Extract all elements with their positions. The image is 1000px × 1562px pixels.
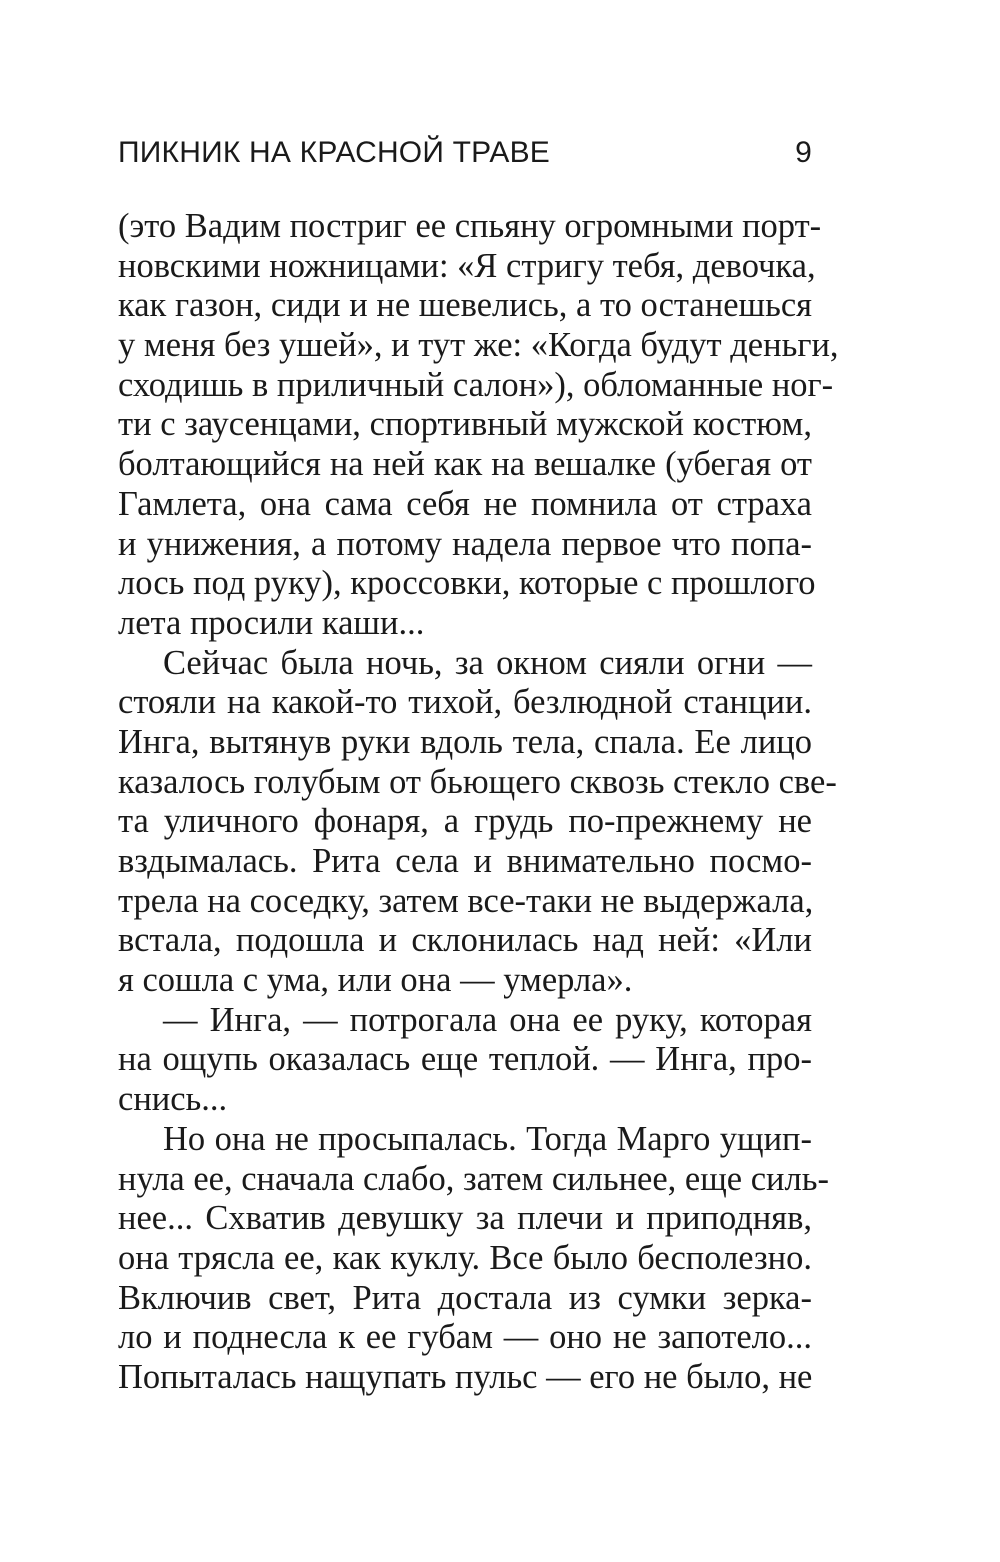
text-line: трела на соседку, затем все-таки не выдержала,: [118, 881, 814, 920]
text-line: вздымалась. Рита села и внимательно посмо-: [118, 842, 812, 880]
text-line: лось под руку), кроссовки, которые с прошлого: [118, 564, 816, 603]
text-line: Гамлета, она сама себя не помнила от страха: [118, 484, 812, 523]
text-line: та уличного фонаря, а грудь по-прежнему не: [118, 802, 812, 841]
paragraph: [118, 1119, 829, 1398]
paragraph: [118, 207, 839, 644]
page-number: 9: [795, 136, 812, 169]
text-line: Попыталась нащупать пульс — его не было, не: [118, 1357, 813, 1396]
text-line: она трясла ее, как куклу. Все было бесполезно.: [118, 1238, 812, 1277]
paragraph: [118, 643, 837, 1001]
text-line: Инга, вытянув руки вдоль тела, спала. Ее лицо: [118, 722, 812, 761]
text-line: нее... Схватив девушку за плечи и приподняв,: [118, 1199, 812, 1238]
text-line: на ощупь оказалась еще теплой. — Инга, про-: [118, 1040, 812, 1079]
text-line: Сейчас была ночь, за окном сияли огни —: [163, 643, 812, 682]
running-head-title: ПИКНИК НА КРАСНОЙ ТРАВЕ: [118, 136, 550, 169]
text-line: ло и поднесла к ее губам — оно не запотело...: [118, 1318, 812, 1357]
text-line: — Инга, — потрогала она ее руку, которая: [163, 1000, 812, 1039]
text-line: я сошла с ума, или она — умерла».: [118, 961, 633, 1000]
text-line: нула ее, сначала слабо, затем сильнее, еще силь-: [118, 1159, 829, 1198]
text-line: Включив свет, Рита достала из сумки зерка-: [118, 1278, 812, 1317]
text-line: как газон, сиди и не шевелись, а то останешься: [118, 286, 812, 325]
running-head: [118, 136, 812, 176]
text-line: новскими ножницами: «Я стригу тебя, девочка,: [118, 246, 816, 285]
text-line: и унижения, а потому надела первое что попа-: [118, 524, 812, 563]
body-text: [118, 207, 839, 1398]
text-line: болтающийся на ней как на вешалке (убегая от: [118, 445, 812, 484]
text-line: снись...: [118, 1080, 228, 1119]
paragraph: [118, 1001, 812, 1120]
text-line: ти с заусенцами, спортивный мужской костюм,: [118, 405, 812, 444]
text-line: казалось голубым от бьющего сквозь стекло све-: [118, 762, 837, 801]
text-line: стояли на какой-то тихой, безлюдной станции.: [118, 683, 812, 722]
text-line: Но она не просыпалась. Тогда Марго ущип-: [163, 1119, 812, 1158]
text-line: у меня без ушей», и тут же: «Когда будут деньги,: [118, 326, 839, 365]
text-line: сходишь в приличный салон»), обломанные ног-: [118, 365, 834, 404]
text-line: лета просили каши...: [118, 603, 425, 642]
text-line: (это Вадим постриг ее спьяну огромными порт-: [118, 207, 822, 245]
text-line: встала, подошла и склонилась над ней: «Или: [118, 921, 812, 960]
